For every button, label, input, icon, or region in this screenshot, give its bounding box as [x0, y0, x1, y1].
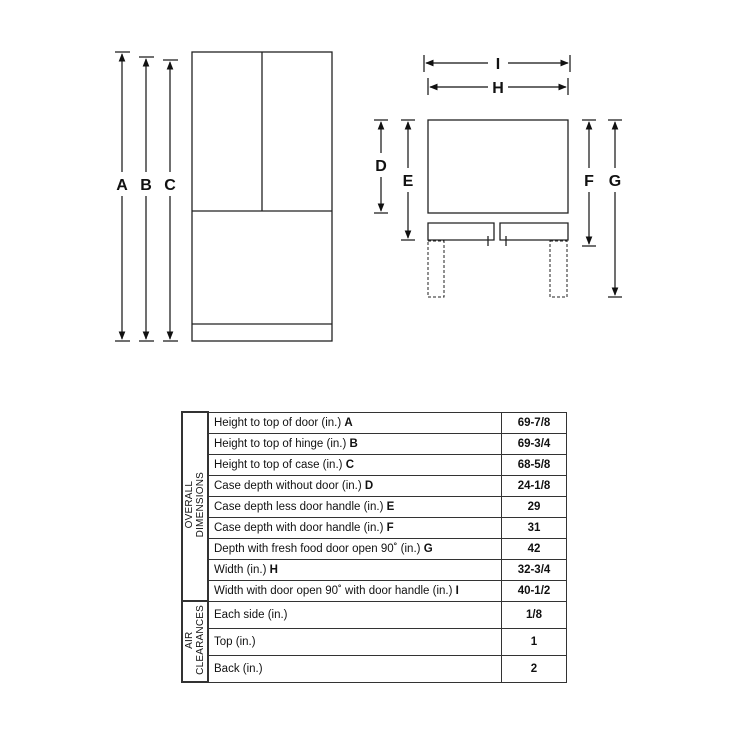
row-value: 29 [502, 496, 567, 517]
row-value: 40-1/2 [502, 580, 567, 601]
dim-label-b: B [140, 177, 152, 194]
row-value: 1/8 [502, 601, 567, 628]
table-row [182, 601, 567, 628]
row-value: 1 [502, 628, 567, 655]
front-dimension-lines [115, 52, 178, 341]
row-value: 2 [502, 655, 567, 682]
air-clearances-group [182, 601, 208, 682]
row-label [208, 580, 502, 601]
row-label [208, 412, 502, 433]
row-label [208, 559, 502, 580]
row-label-text: Case depth less door handle (in.) [214, 500, 384, 513]
row-value: 24-1/8 [502, 475, 567, 496]
table-row [182, 655, 567, 682]
row-value: 69-7/8 [502, 412, 567, 433]
dimensions-table [181, 411, 567, 683]
table-row [182, 412, 567, 433]
row-letter: I [455, 584, 459, 597]
row-value: 31 [502, 517, 567, 538]
row-letter: D [364, 479, 374, 492]
row-letter: C [345, 458, 354, 471]
row-label [208, 496, 502, 517]
row-label-text: Width (in.) [214, 563, 267, 576]
table-row [182, 538, 567, 559]
dim-label-d: D [375, 158, 387, 175]
overall-dimensions-group-title-line: DIMENSIONS [195, 472, 206, 538]
row-label-text: Case depth without door (in.) [214, 479, 362, 492]
dim-label-i: I [495, 56, 501, 73]
table-row [182, 454, 567, 475]
table-row [182, 496, 567, 517]
row-letter: H [269, 563, 278, 576]
case-outline [428, 120, 568, 213]
dim-label-a: A [116, 177, 128, 194]
row-letter: A [344, 416, 353, 429]
row-label-text: Case depth with door handle (in.) [214, 521, 384, 534]
air-clearances-group-title [184, 605, 206, 675]
table-row [182, 517, 567, 538]
left-door-outline [428, 223, 494, 240]
row-label [208, 538, 502, 559]
table-row [182, 628, 567, 655]
row-label [208, 433, 502, 454]
row-label: Each side (in.) [208, 601, 502, 628]
row-label: Top (in.) [208, 628, 502, 655]
row-label-text: Height to top of door (in.) [214, 416, 342, 429]
row-letter: B [349, 437, 358, 450]
row-value: 68-5/8 [502, 454, 567, 475]
overall-dimensions-group-title-line: OVERALL [184, 481, 195, 529]
right-door-outline [500, 223, 568, 240]
row-label [208, 517, 502, 538]
row-label [208, 475, 502, 496]
dim-label-e: E [402, 173, 414, 190]
table-row [182, 433, 567, 454]
row-label-text: Width with door open 90˚ with door handle (in.) [214, 584, 453, 597]
table-row [182, 475, 567, 496]
side-view [428, 120, 568, 297]
air-clearances-group-title-line: CLEARANCES [195, 605, 206, 675]
row-label: Back (in.) [208, 655, 502, 682]
row-label [208, 454, 502, 475]
dim-label-f: F [584, 173, 594, 190]
table-row [182, 559, 567, 580]
left-door-open [428, 241, 444, 297]
row-letter: E [386, 500, 395, 513]
row-value: 69-3/4 [502, 433, 567, 454]
overall-dimensions-group [182, 412, 208, 601]
front-view [192, 52, 332, 341]
dim-label-c: C [164, 177, 176, 194]
row-label-text: Height to top of case (in.) [214, 458, 343, 471]
air-clearances-group-title-line: AIR [184, 631, 195, 649]
row-letter: G [423, 542, 433, 555]
row-letter: F [386, 521, 394, 534]
row-value: 42 [502, 538, 567, 559]
right-door-open [550, 241, 567, 297]
row-label-text: Depth with fresh food door open 90˚ (in.) [214, 542, 421, 555]
dim-label-g: G [608, 173, 622, 190]
dim-label-h: H [492, 80, 504, 97]
row-label-text: Height to top of hinge (in.) [214, 437, 347, 450]
overall-dimensions-group-title [184, 472, 206, 537]
table-row [182, 580, 567, 601]
row-value: 32-3/4 [502, 559, 567, 580]
